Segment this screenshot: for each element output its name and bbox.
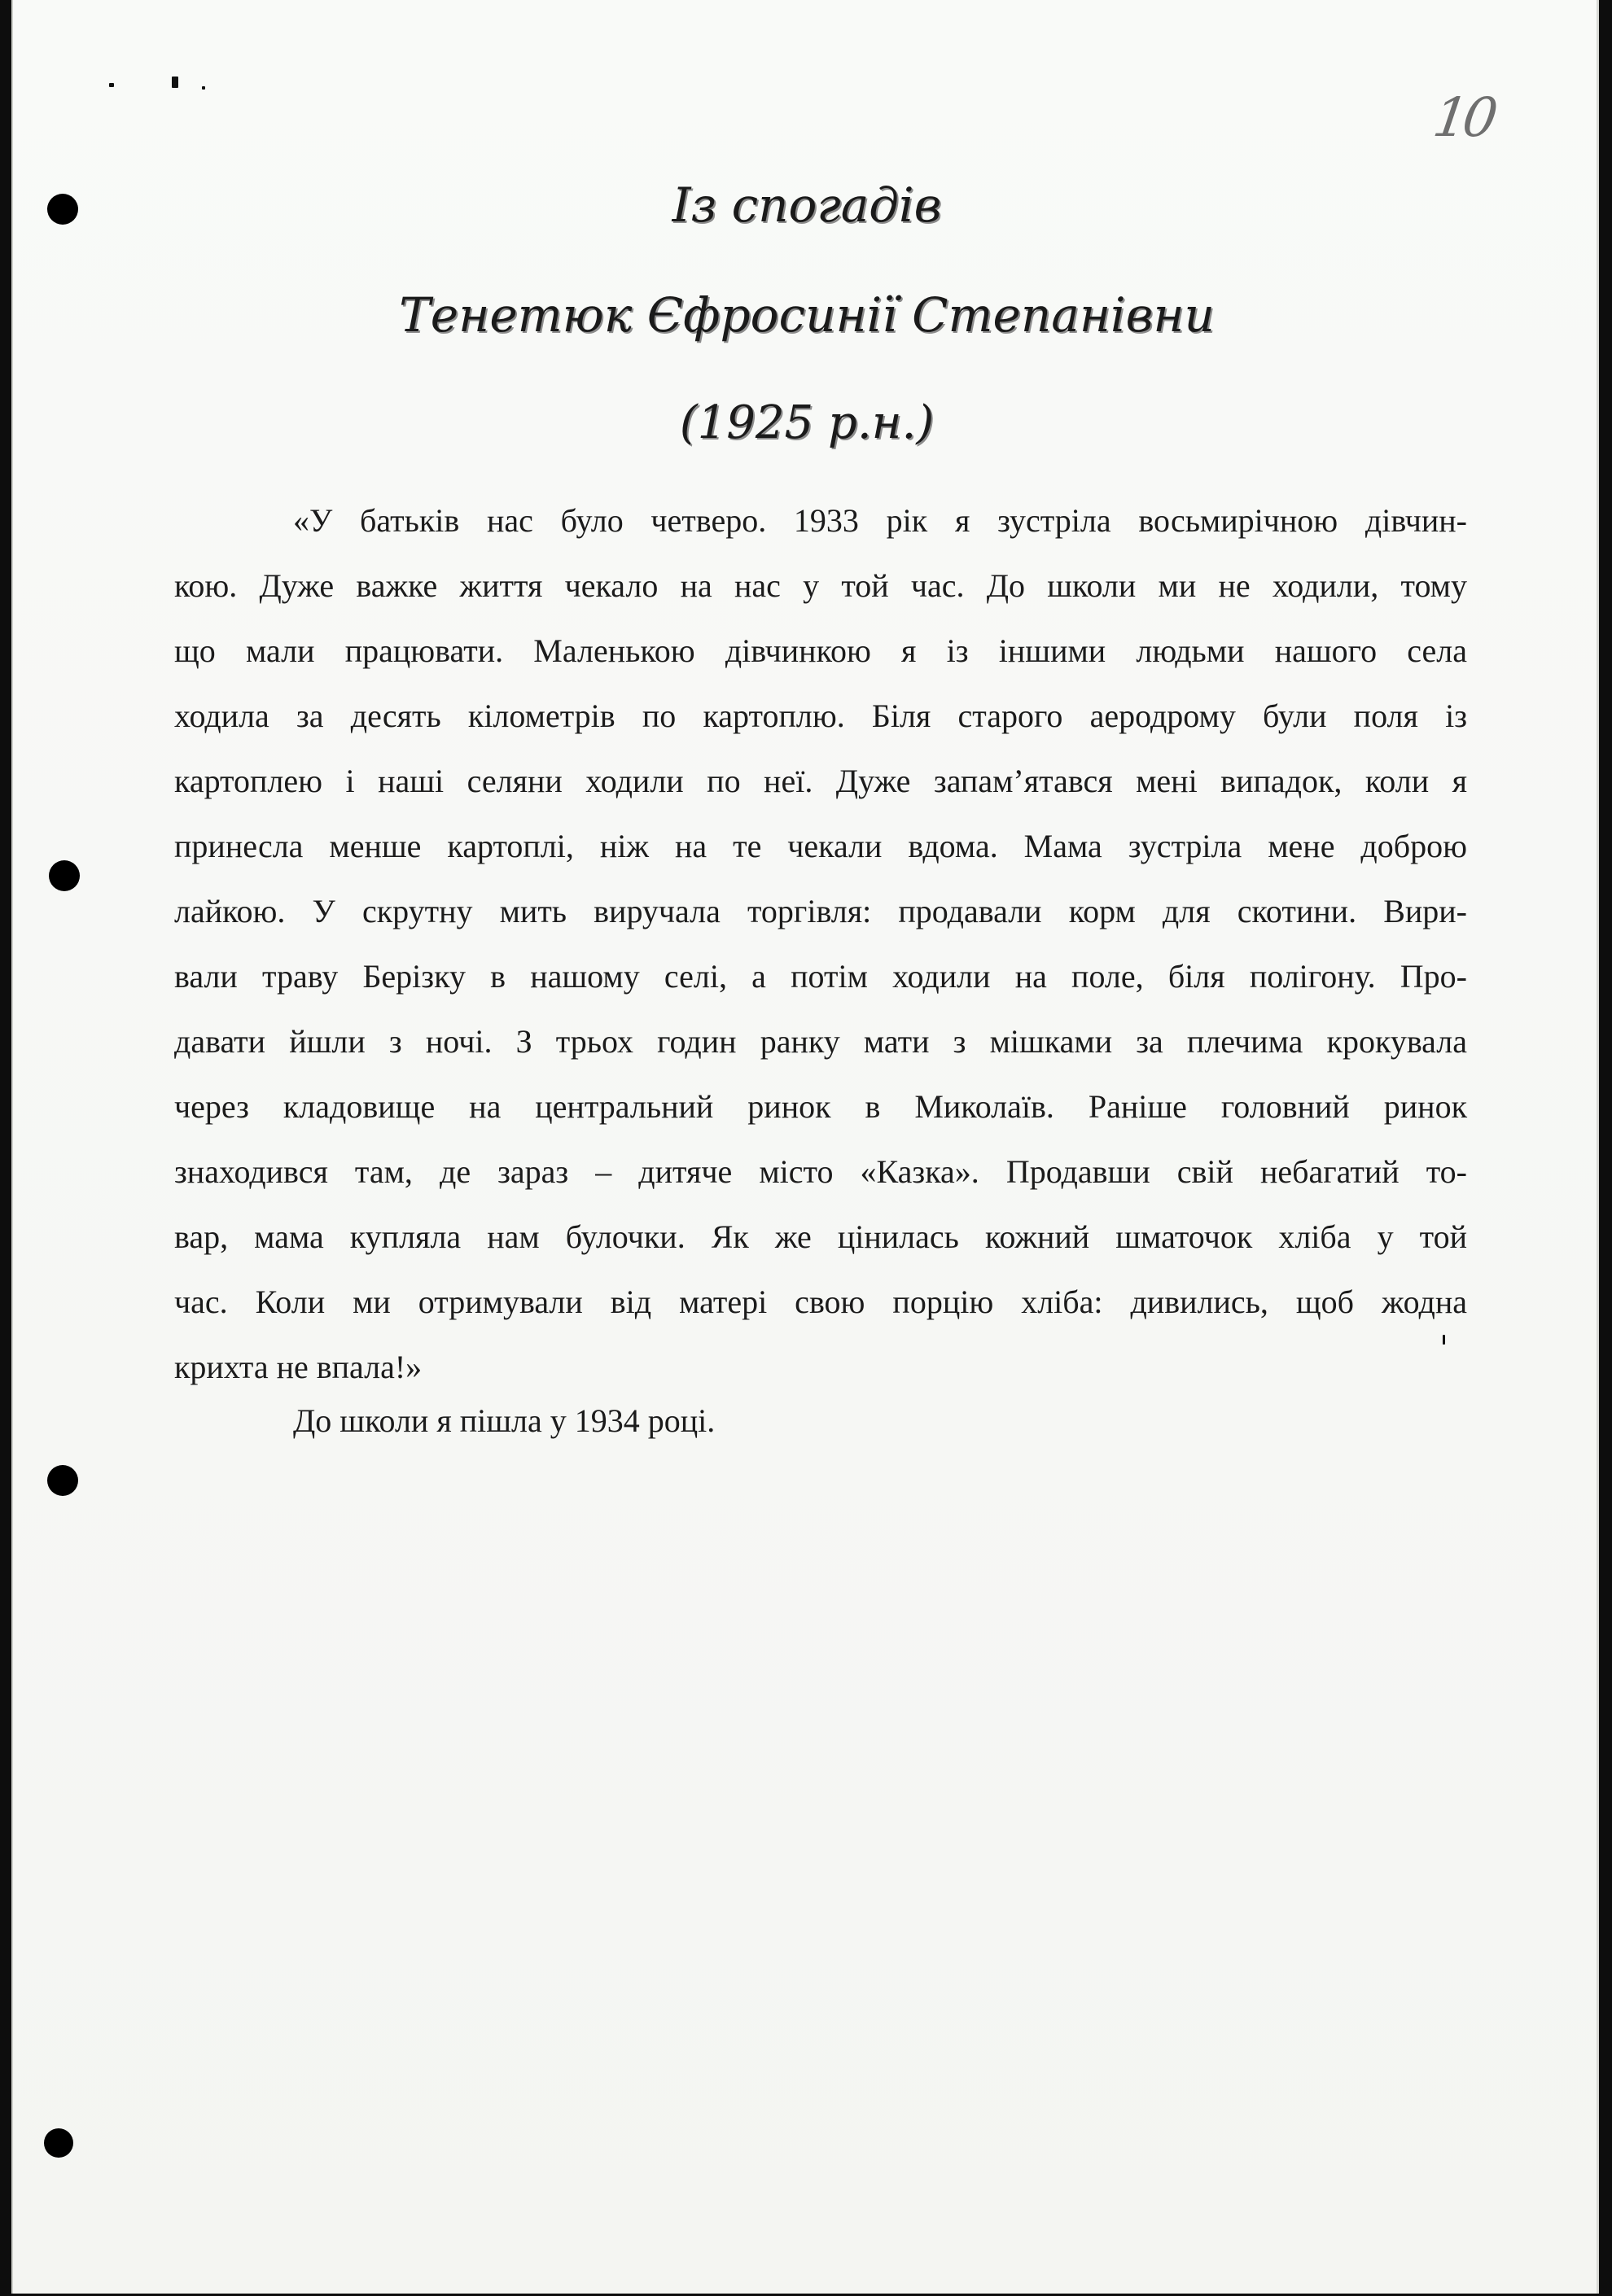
title-line-3: (1925 р.н.) [679, 396, 935, 449]
paragraph-line: кою. Дуже важке життя чекало на нас у той час. До школи ми не ходили, тому [174, 567, 1467, 604]
paragraph-line: ходила за десять кілометрів по картоплю. Біля старого аеродрому були поля із [174, 698, 1467, 734]
title-line-2: Тенетюк Єфросинії Степанівни [399, 287, 1215, 343]
paragraph-line: принесла менше картоплі, ніж на те чекали вдома. Мама зустріла мене доброю [174, 828, 1467, 864]
paragraph-line: через кладовище на центральний ринок в Миколаїв. Раніше головний ринок [174, 1088, 1467, 1125]
paragraph-line: знаходився там, де зараз – дитяче місто «Казка». Продавши свій небагатий то- [174, 1153, 1467, 1190]
closing-sentence: До школи я пішла у 1934 році. [293, 1402, 716, 1439]
scan-speck [172, 77, 178, 88]
paragraph-line: лайкою. У скрутну мить виручала торгівля: продавали корм для скотини. Вири- [174, 893, 1467, 929]
paragraph-line: вар, мама купляла нам булочки. Як же цінилась кожний шматочок хліба у той [174, 1218, 1467, 1255]
memoir-paragraph [174, 488, 1467, 1400]
paragraph-line: вали траву Берізку в нашому селі, а потім ходили на поле, біля полігону. Про- [174, 958, 1467, 995]
scan-speck [109, 83, 114, 87]
scan-speck [202, 86, 205, 90]
document-page [11, 0, 1599, 2294]
paragraph-line: «У батьків нас було четверо. 1933 рік я зустріла восьмирічною дівчин- [293, 502, 1467, 539]
paragraph-line: що мали працювати. Маленькою дівчинкою я із іншими людьми нашого села [174, 632, 1467, 669]
title-line-1: Із спогадів [672, 177, 942, 233]
punch-hole [49, 860, 80, 891]
paragraph-line: час. Коли ми отримували від матері свою порцію хліба: дивились, щоб жодна [174, 1284, 1467, 1320]
punch-hole [47, 1465, 78, 1496]
handwritten-page-number: 10 [1429, 86, 1497, 149]
paragraph-line: крихта не впала!» [174, 1349, 423, 1385]
paragraph-line: картоплею і наші селяни ходили по неї. Дуже запам’ятався мені випадок, коли я [174, 763, 1467, 799]
paragraph-line: давати йшли з ночі. З трьох годин ранку мати з мішками за плечима крокувала [174, 1023, 1467, 1060]
punch-hole [44, 2128, 73, 2158]
